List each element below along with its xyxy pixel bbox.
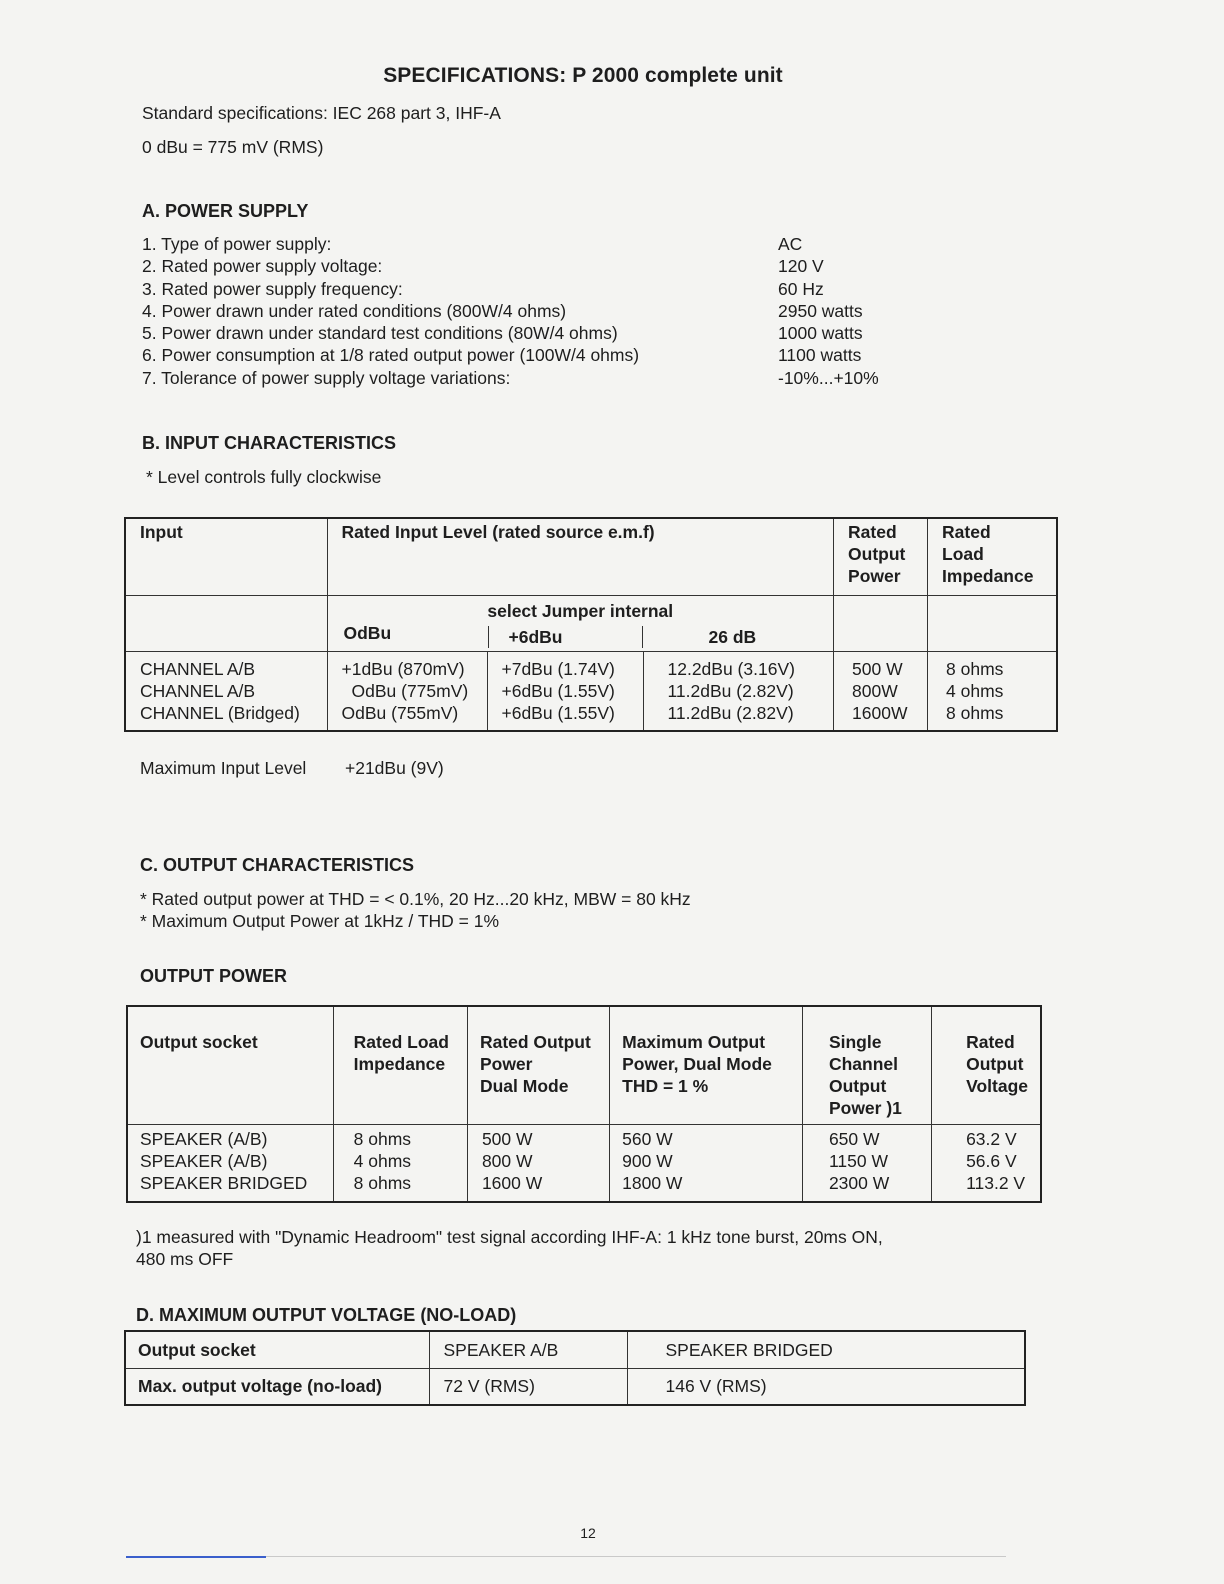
item-label: 7. Tolerance of power supply voltage variations: xyxy=(142,367,511,388)
power-supply-item xyxy=(142,255,902,277)
table-cell: SPEAKER BRIDGED xyxy=(627,1331,1025,1368)
item-label: 2. Rated power supply voltage: xyxy=(142,256,383,277)
footer-rule xyxy=(266,1556,1006,1557)
jumper-option-26db: 26 dB xyxy=(642,626,834,648)
section-c-note: * Rated output power at THD = < 0.1%, 20 Hz...20 kHz, MBW = 80 kHz xyxy=(140,889,691,909)
input-characteristics-table xyxy=(124,517,1058,732)
header-line: Power xyxy=(848,566,901,586)
header-line: THD = 1 % xyxy=(622,1076,709,1096)
header-rated-output-power xyxy=(467,1006,609,1124)
table-cell: 8 ohms xyxy=(353,1172,412,1193)
intro-standard: Standard specifications: IEC 268 part 3, IHF-A xyxy=(142,103,501,123)
max-input-value: +21dBu (9V) xyxy=(345,758,444,778)
level-cell: OdBu (755mV) xyxy=(341,702,459,723)
power-supply-item xyxy=(142,344,902,366)
table-data-row xyxy=(127,1124,1041,1202)
item-value: 60 Hz xyxy=(778,278,824,299)
header-line: Load xyxy=(942,544,984,564)
input-column xyxy=(125,651,327,731)
page-title: SPECIFICATIONS: P 2000 complete unit xyxy=(383,64,783,87)
power-cell: 500 W xyxy=(852,658,903,679)
table-cell: SPEAKER (A/B) xyxy=(140,1150,268,1171)
table-cell: 1150 W xyxy=(828,1150,888,1171)
max-output-voltage-table xyxy=(124,1330,1026,1406)
table-header-row xyxy=(125,518,1057,595)
section-c-note: * Maximum Output Power at 1kHz / THD = 1% xyxy=(140,911,500,931)
footnote-line: 480 ms OFF xyxy=(136,1249,234,1269)
table-cell: 63.2 V xyxy=(966,1128,1017,1149)
rated-output-column xyxy=(467,1124,609,1202)
level-26db-column xyxy=(643,651,834,731)
table-data-row xyxy=(125,651,1057,731)
table-cell: SPEAKER A/B xyxy=(429,1331,627,1368)
power-cell: 800W xyxy=(852,680,898,701)
output-power-table xyxy=(126,1005,1042,1203)
header-line: Single xyxy=(828,1032,882,1052)
item-value: 1000 watts xyxy=(778,323,863,344)
table-subheader-row xyxy=(125,595,1057,651)
level-0dbu-column xyxy=(327,651,487,731)
header-line: Dual Mode xyxy=(479,1076,569,1096)
jumper-label: select Jumper internal xyxy=(487,600,674,621)
header-line: Rated Load xyxy=(353,1032,449,1052)
header-line: Rated xyxy=(848,522,897,542)
page-number: 12 xyxy=(580,1525,596,1541)
header-line: Channel xyxy=(828,1054,898,1074)
jumper-options xyxy=(328,622,834,648)
table-cell: 72 V (RMS) xyxy=(429,1368,627,1405)
power-supply-item xyxy=(142,278,902,300)
table-cell: 2300 W xyxy=(828,1172,890,1193)
section-d-heading: D. MAXIMUM OUTPUT VOLTAGE (NO-LOAD) xyxy=(136,1305,517,1325)
table-cell: 113.2 V xyxy=(966,1172,1026,1193)
item-label: 6. Power consumption at 1/8 rated output power (100W/4 ohms) xyxy=(142,345,640,366)
item-value: 2950 watts xyxy=(778,300,863,321)
header-line: Power, Dual Mode xyxy=(622,1054,772,1074)
header-line: Output xyxy=(848,544,906,564)
jumper-option-6dbu: +6dBu xyxy=(488,626,642,648)
section-b-heading: B. INPUT CHARACTERISTICS xyxy=(142,433,397,453)
header-input: Input xyxy=(125,518,327,595)
load-cell: 8 ohms xyxy=(946,702,1004,723)
level-cell: 12.2dBu (3.16V) xyxy=(667,658,795,679)
section-c-heading: C. OUTPUT CHARACTERISTICS xyxy=(140,855,414,875)
empty-cell xyxy=(928,595,1057,651)
table-cell: 56.6 V xyxy=(966,1150,1017,1171)
table-cell: 1600 W xyxy=(481,1172,543,1193)
table-cell: 800 W xyxy=(481,1150,533,1171)
load-impedance-column xyxy=(928,651,1057,731)
table-cell: 900 W xyxy=(622,1150,673,1171)
max-output-column xyxy=(610,1124,803,1202)
header-line: Impedance xyxy=(942,566,1034,586)
input-cell: CHANNEL (Bridged) xyxy=(140,702,300,723)
item-label: 4. Power drawn under rated conditions (800W/4 ohms) xyxy=(142,300,567,321)
table-cell: 650 W xyxy=(828,1128,880,1149)
jumper-option-0dbu: OdBu xyxy=(343,622,392,643)
item-label: 3. Rated power supply frequency: xyxy=(142,278,403,299)
power-cell: 1600W xyxy=(852,702,908,723)
load-cell: 4 ohms xyxy=(946,680,1004,701)
item-value: AC xyxy=(778,234,803,254)
table-cell: 4 ohms xyxy=(353,1150,412,1171)
footer-rule xyxy=(126,1556,266,1558)
row-label: Max. output voltage (no-load) xyxy=(138,1376,383,1397)
input-cell: CHANNEL A/B xyxy=(140,680,256,701)
item-label: 1. Type of power supply: xyxy=(142,234,332,254)
section-b-note: * Level controls fully clockwise xyxy=(146,467,382,487)
level-cell: OdBu (775mV) xyxy=(351,680,469,701)
level-6dbu-column xyxy=(487,651,643,731)
power-supply-list xyxy=(142,233,902,389)
level-cell: +6dBu (1.55V) xyxy=(501,702,615,723)
header-rated-output-voltage xyxy=(932,1006,1041,1124)
item-value: 120 V xyxy=(778,256,824,277)
single-channel-column xyxy=(802,1124,931,1202)
level-cell: +6dBu (1.55V) xyxy=(501,680,615,701)
table-cell: SPEAKER BRIDGED xyxy=(140,1172,308,1193)
row-label: Output socket xyxy=(125,1331,429,1368)
level-cell: +1dBu (870mV) xyxy=(341,658,465,679)
header-output-socket xyxy=(127,1006,333,1124)
header-line: Output xyxy=(966,1054,1024,1074)
table-cell: SPEAKER (A/B) xyxy=(140,1128,268,1149)
level-cell: 11.2dBu (2.82V) xyxy=(667,680,794,701)
header-line: Power xyxy=(479,1054,533,1074)
item-value: -10%...+10% xyxy=(778,367,879,388)
header-line: Power )1 xyxy=(828,1098,902,1118)
empty-cell xyxy=(125,595,327,651)
jumper-cell xyxy=(327,595,834,651)
level-cell: +7dBu (1.74V) xyxy=(501,658,615,679)
header-line: Output xyxy=(828,1076,887,1096)
power-supply-item xyxy=(142,233,902,255)
load-impedance-column xyxy=(333,1124,467,1202)
header-rated-load-impedance xyxy=(333,1006,467,1124)
footnote-line: )1 measured with "Dynamic Headroom" test signal according IHF-A: 1 kHz tone burst, 20ms ON, xyxy=(136,1227,883,1247)
table-row xyxy=(125,1368,1025,1405)
header-line: Impedance xyxy=(353,1054,446,1074)
power-supply-item xyxy=(142,367,902,389)
intro-reference: 0 dBu = 775 mV (RMS) xyxy=(142,137,324,157)
header-single-channel-output-power xyxy=(802,1006,931,1124)
load-cell: 8 ohms xyxy=(946,658,1004,679)
rated-voltage-column xyxy=(932,1124,1041,1202)
header-line: Rated xyxy=(966,1032,1015,1052)
max-input-label: Maximum Input Level xyxy=(140,758,307,778)
section-a-heading: A. POWER SUPPLY xyxy=(142,201,309,221)
header-rated-output-power xyxy=(834,518,928,595)
table-row xyxy=(125,1331,1025,1368)
table-cell: 8 ohms xyxy=(353,1128,412,1149)
header-maximum-output-power xyxy=(610,1006,803,1124)
item-value: 1100 watts xyxy=(778,345,862,366)
header-rated-load-impedance xyxy=(928,518,1057,595)
table-header-row xyxy=(127,1006,1041,1124)
output-power-heading: OUTPUT POWER xyxy=(140,966,287,986)
input-cell: CHANNEL A/B xyxy=(140,658,256,679)
power-supply-item xyxy=(142,322,902,344)
header-line: Maximum Output xyxy=(622,1032,766,1052)
item-label: 5. Power drawn under standard test conditions (80W/4 ohms) xyxy=(142,323,618,344)
output-socket-column xyxy=(127,1124,333,1202)
header-line: Output socket xyxy=(140,1032,258,1052)
header-line: Voltage xyxy=(966,1076,1028,1096)
header-line: Rated xyxy=(942,522,991,542)
level-cell: 11.2dBu (2.82V) xyxy=(667,702,794,723)
table-cell: 1800 W xyxy=(622,1172,683,1193)
table-cell: 146 V (RMS) xyxy=(627,1368,1025,1405)
header-rated-input-level: Rated Input Level (rated source e.m.f) xyxy=(327,518,834,595)
output-power-column xyxy=(834,651,928,731)
table-cell: 560 W xyxy=(622,1128,673,1149)
power-supply-item xyxy=(142,300,902,322)
header-line: Rated Output xyxy=(479,1032,591,1052)
empty-cell xyxy=(834,595,928,651)
table-cell: 500 W xyxy=(481,1128,533,1149)
